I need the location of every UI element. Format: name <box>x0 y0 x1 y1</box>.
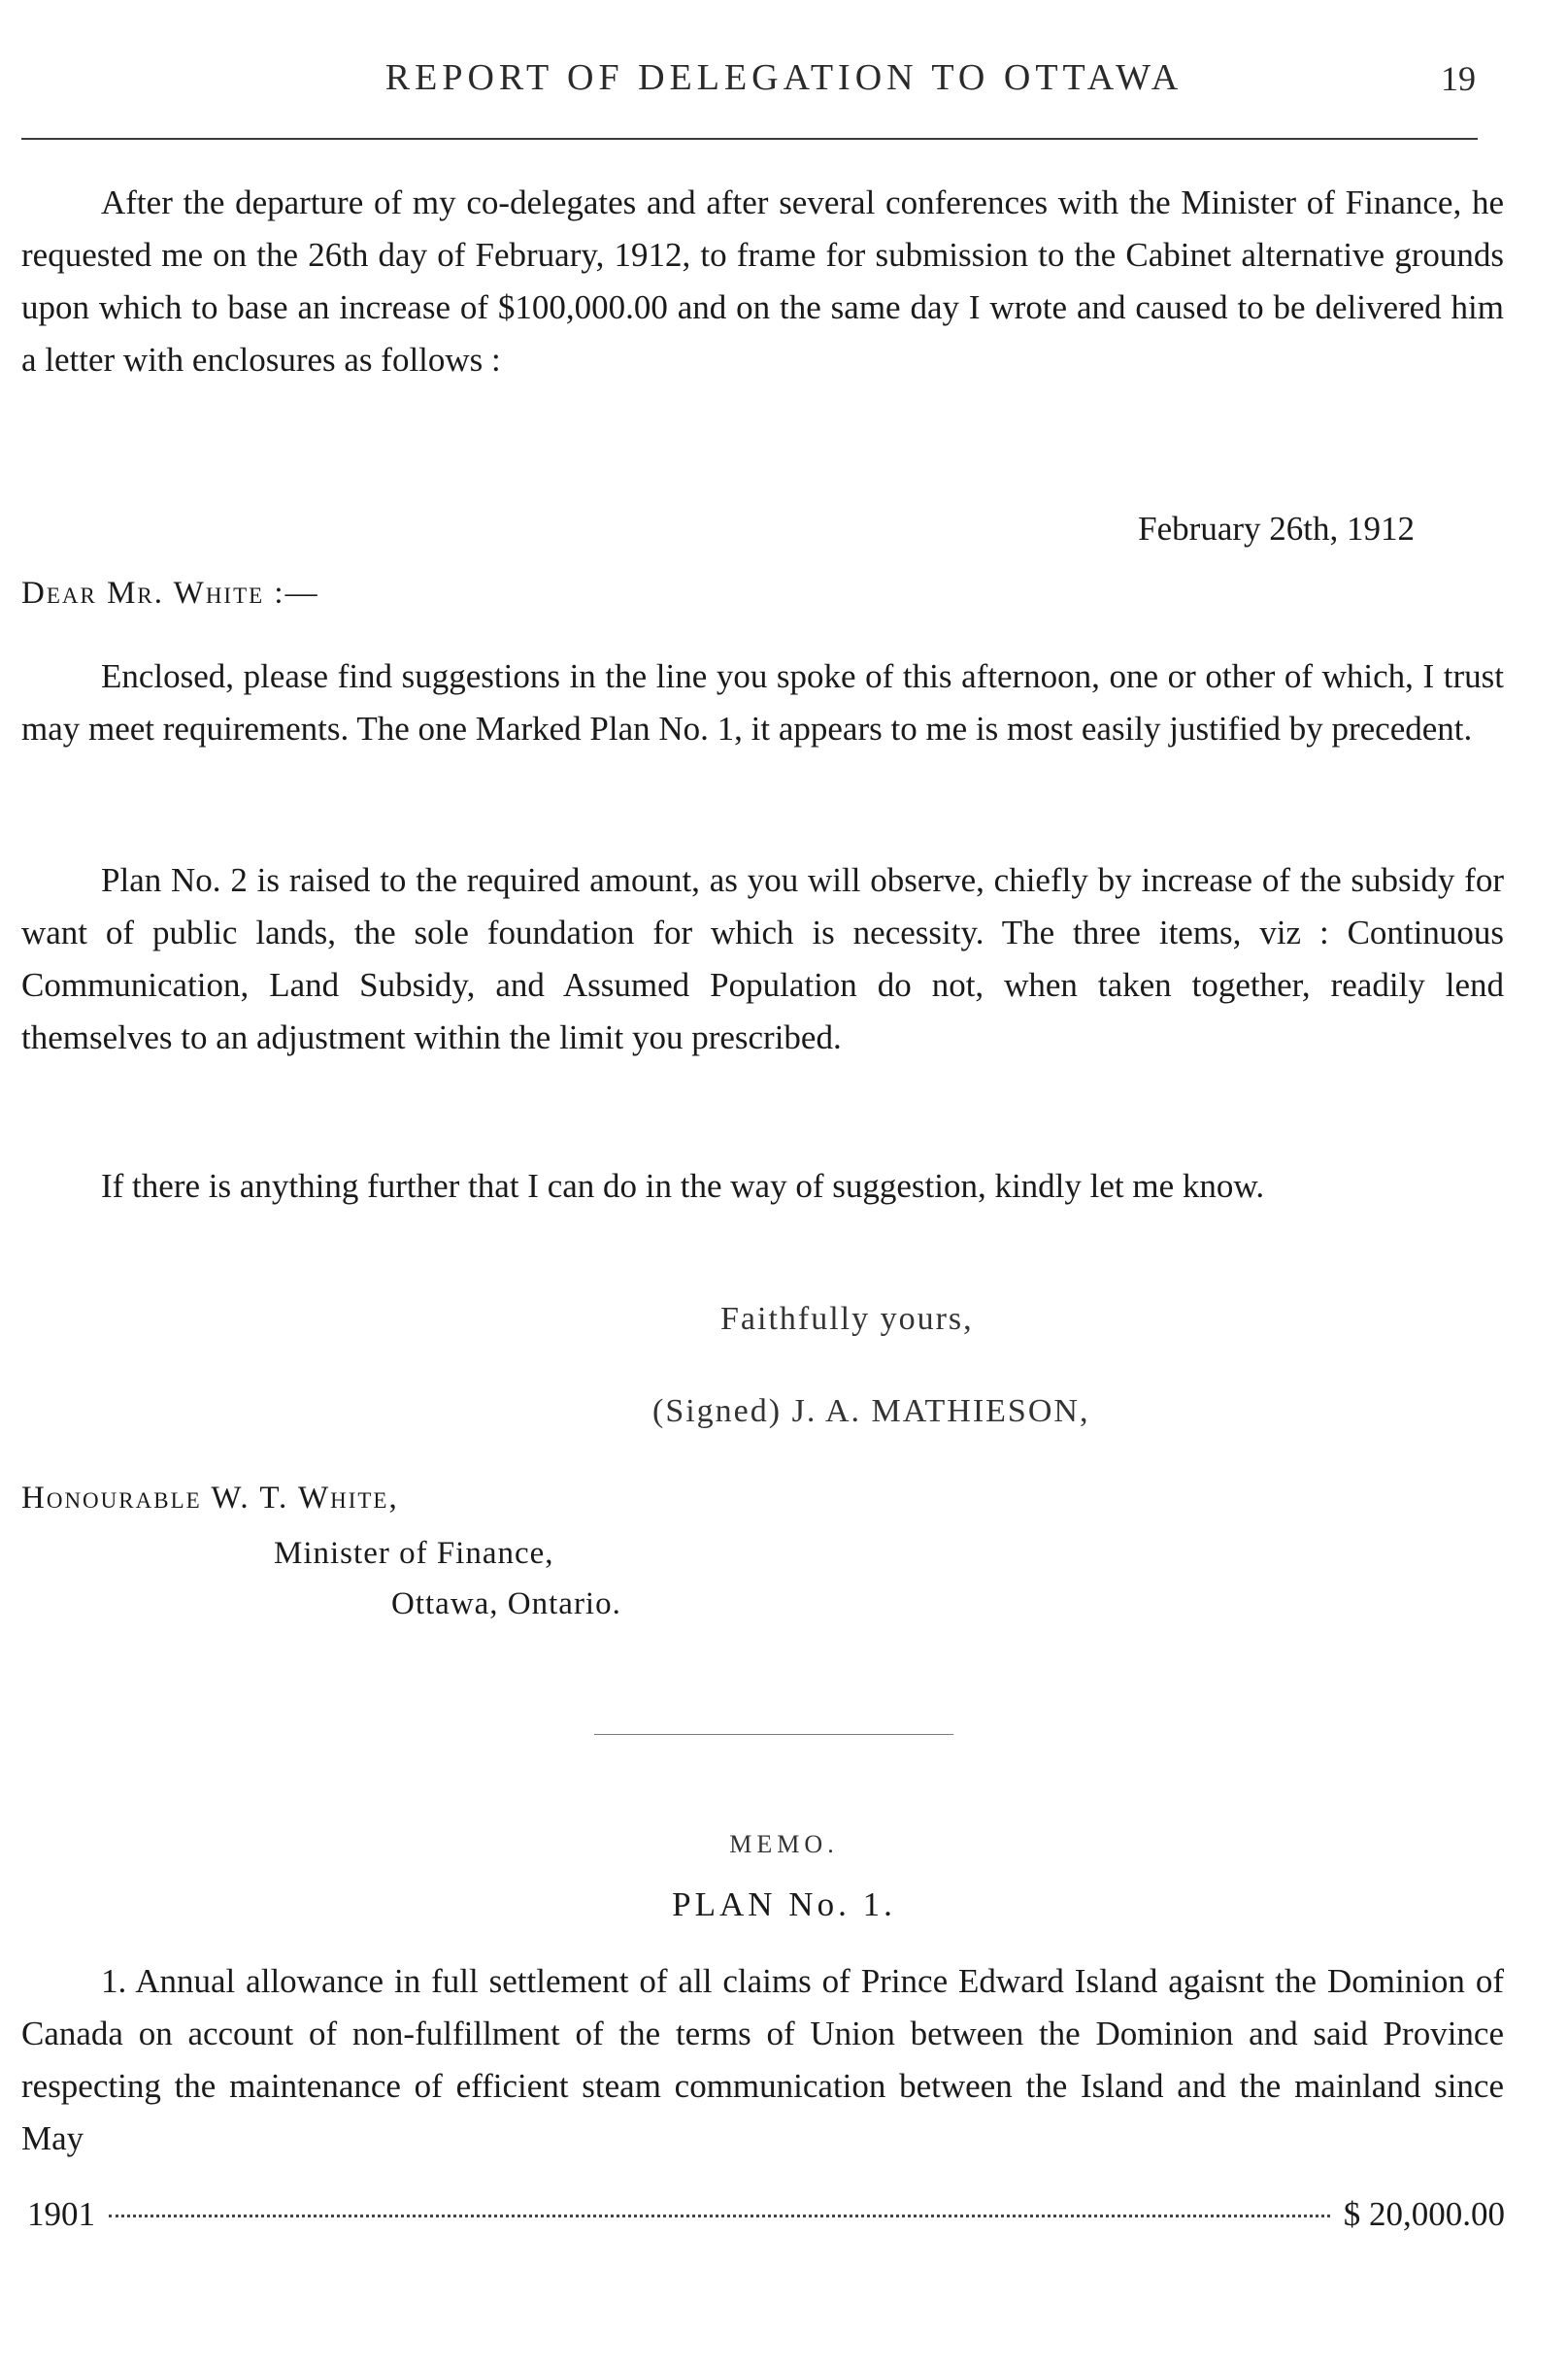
letter-salutation: Dear Mr. White :— <box>21 576 319 611</box>
memo-item-1-text: 1. Annual allowance in full settlement of all claims of Prince Edward Island agaisnt the Dominion of Canada on account of non-fulfillment of the terms of Union between the Dominion and said Province respecting the maintenance of efficient steam communication between the Island and the mainland since May <box>21 1962 1504 2157</box>
memo-item-1-year: 1901 <box>27 2195 95 2233</box>
running-title: REPORT OF DELEGATION TO OTTAWA <box>384 57 1184 98</box>
intro-paragraph: After the departure of my co-delegates and after several conferences with the Minister of Finance, he requested me on the 26th day of February, 1912, to frame for submission to the Cabinet alternative grounds upon which to base an increase of $100,000.00 and on the same day I wrote and caused to be delivered him a letter with enclosures as follows : <box>21 183 1504 379</box>
header-divider <box>21 138 1478 140</box>
addressee-location: Ottawa, Ontario. <box>391 1586 621 1621</box>
memo-item-1-amount: $ 20,000.00 <box>1343 2195 1505 2233</box>
section-divider <box>594 1734 953 1735</box>
addressee-title: Minister of Finance, <box>274 1536 554 1571</box>
memo-heading: MEMO. <box>729 1830 839 1858</box>
addressee-name: Honourable W. T. White, <box>21 1481 399 1516</box>
page-number: 19 <box>1441 59 1476 98</box>
letter-paragraph-2: Plan No. 2 is raised to the required amount, as you will observe, chiefly by increase of the subsidy for want of public lands, the sole foundation for which is necessity. The three items, viz : Continuous Communication, Land Subsidy, and Assumed Population do not, when taken together, readily lend themselves to an adjustment within the limit you prescribed. <box>21 861 1504 1056</box>
dot-leader <box>109 2215 1330 2217</box>
plan-heading: PLAN No. 1. <box>672 1885 896 1923</box>
letter-paragraph-1: Enclosed, please find suggestions in the line you spoke of this afternoon, one or other of which, I trust may meet requirements. The one Marked Plan No. 1, it appears to me is most easily justified by precedent. <box>21 657 1504 748</box>
letter-closing: Faithfully yours, <box>720 1301 974 1337</box>
letter-paragraph-3: If there is anything further that I can do in the way of suggestion, kindly let me know. <box>101 1167 1265 1205</box>
memo-item-1-total-line <box>27 2188 1505 2241</box>
letter-date: February 26th, 1912 <box>1138 510 1415 548</box>
letter-signature: (Signed) J. A. MATHIESON, <box>652 1393 1090 1429</box>
